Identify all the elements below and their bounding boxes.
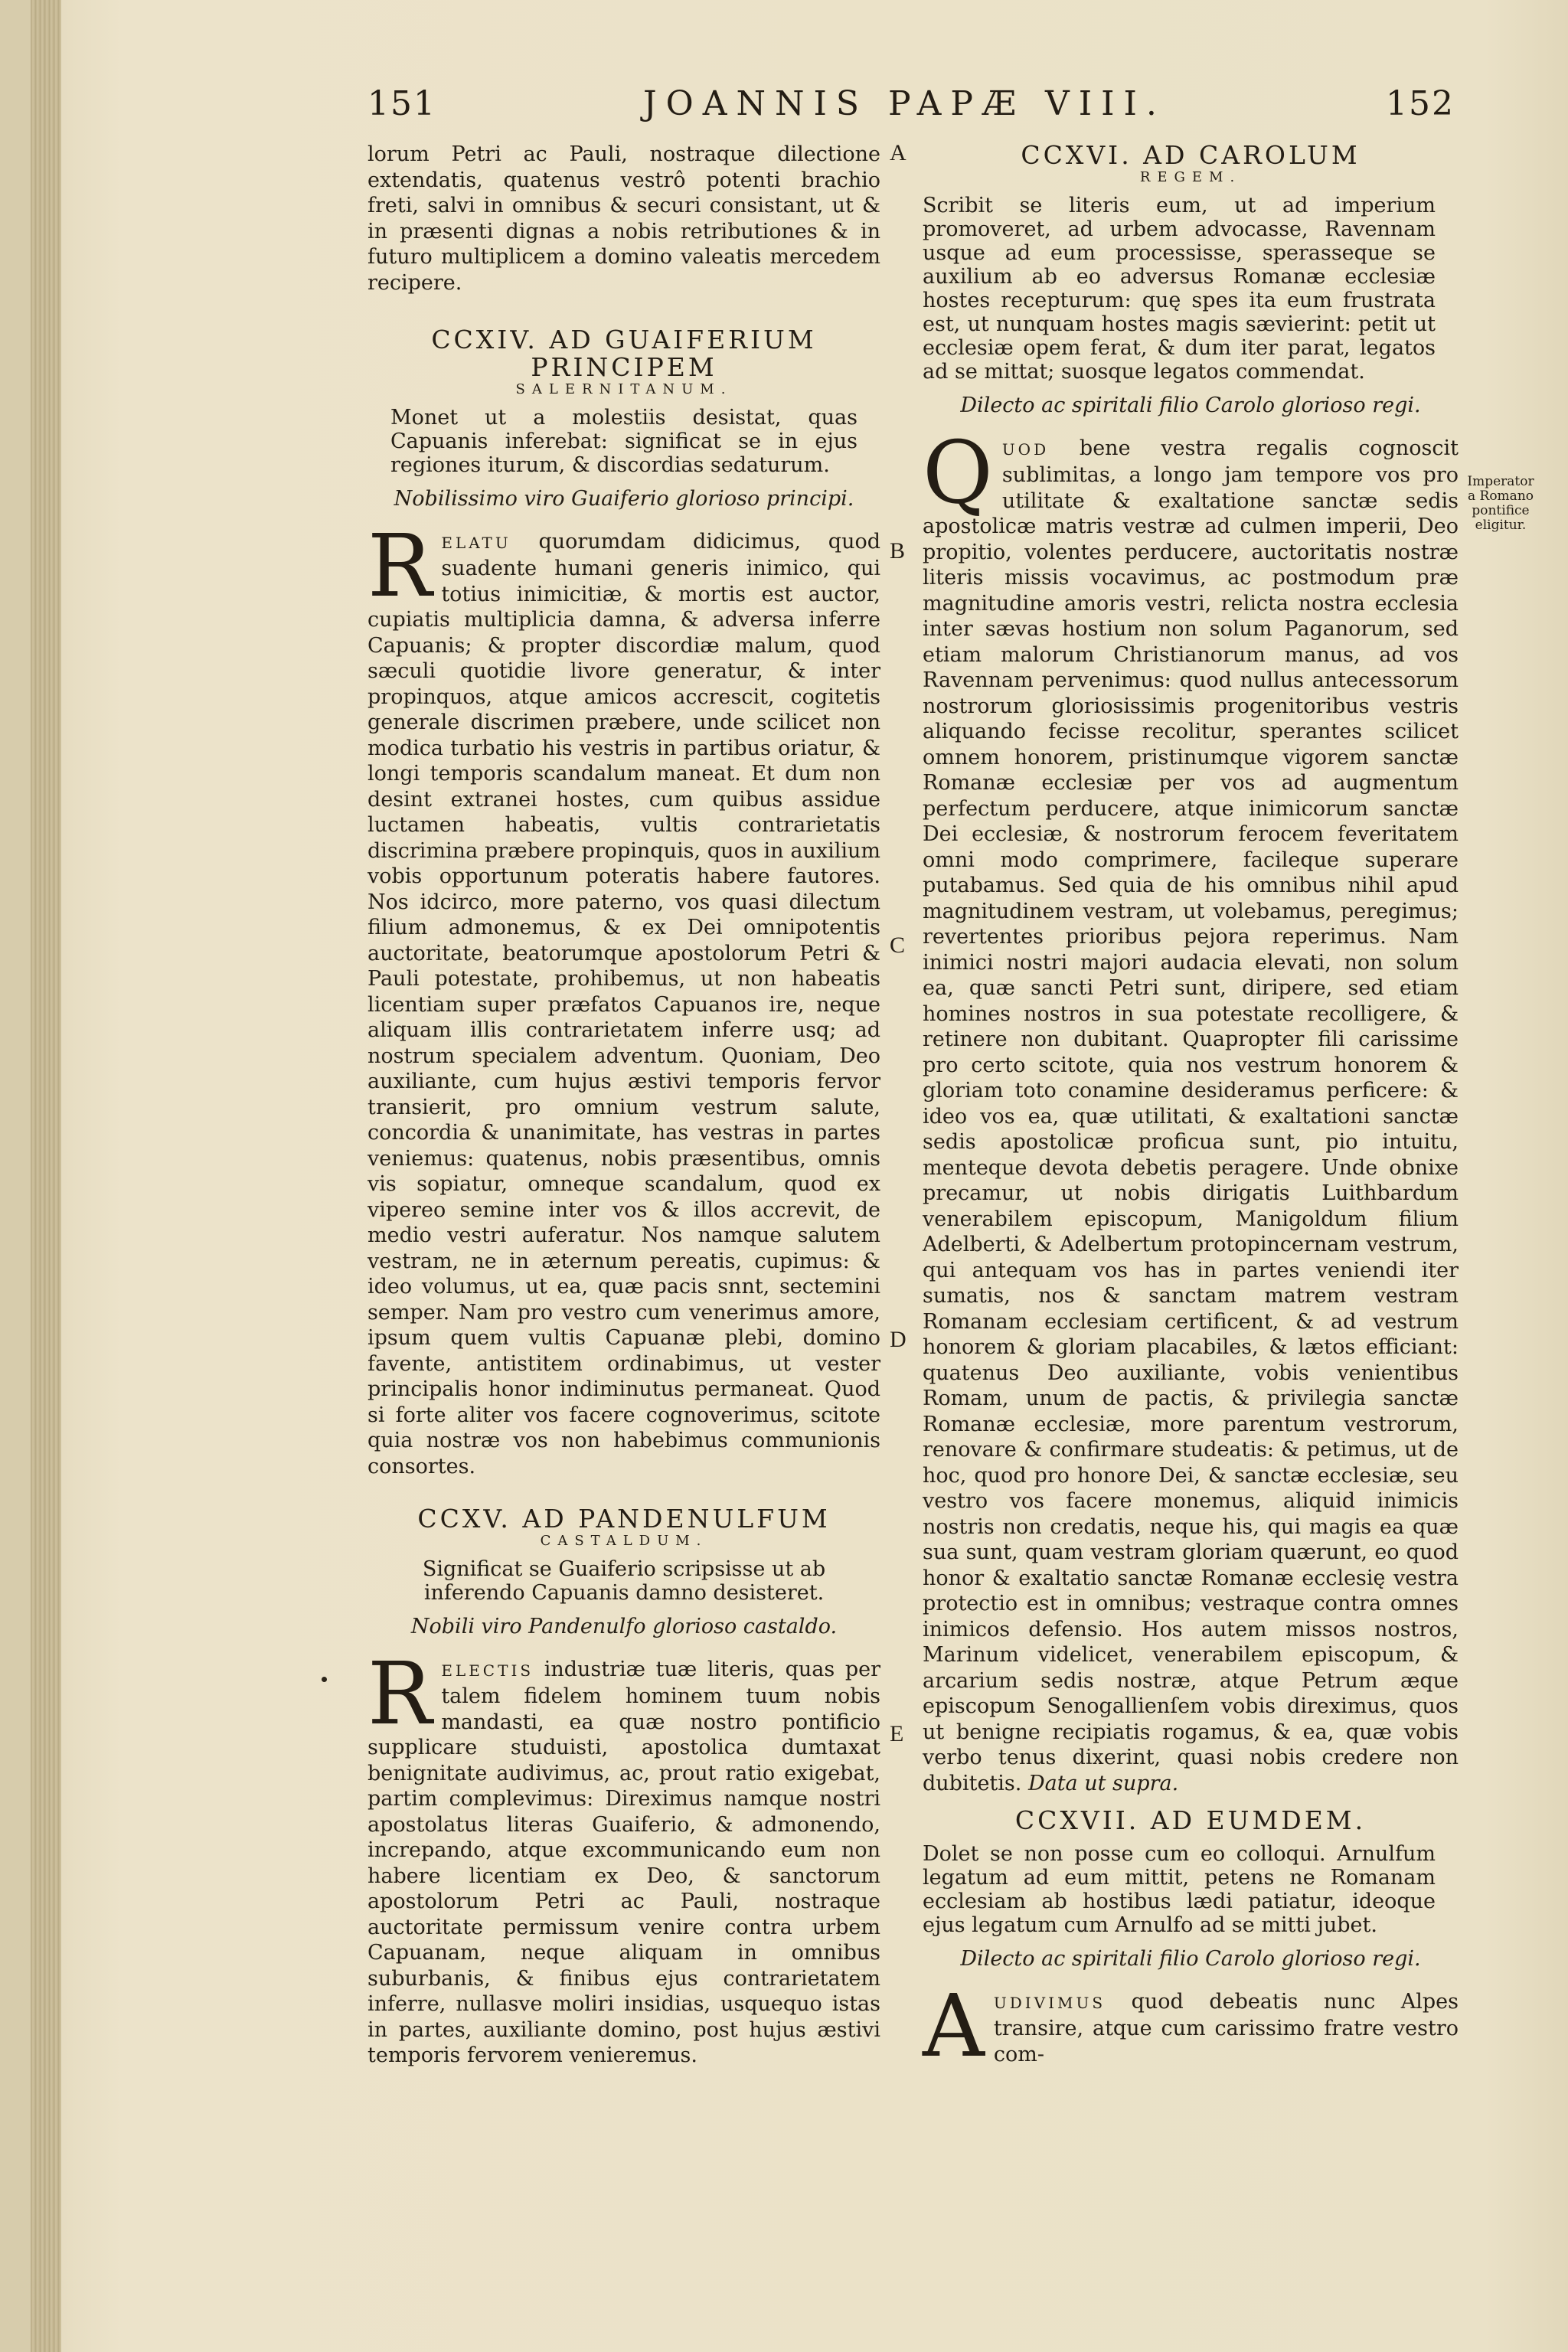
letter-216-subheading: REGEM. — [1139, 169, 1242, 185]
opening-paragraph: lorum Petri ac Pauli, nostraque dilectione extendatis, quatenus vestrô potenti brachio freti, salvi in omnibus & securi consistant, ut & in præsenti dignas a nobis retributiones & in futuro multiplicem a domino valeatis mercedem recipere. — [368, 142, 880, 295]
letter-216-text: bene vestra regalis cognoscit sublimitas, a longo jam tempore vos pro utilitate & exaltatione sanctæ sedis apostolicæ matris vestræ ad culmen imperii, Deo propitio, volentes perducere, auctoritatis nostræ literis missis vocavimus, ac postmodum præ magnitudine amoris vestri, relicta nostra ecclesia inter sævas hostium non solum Paganorum, sed etiam malorum Christianorum manus, ad vos Ravennam pervenimus: quod nullus antecessorum nostrorum gloriosissimis progenitoribus vestris aliquando fecisse recolitur, sperantes scilicet omnem honorem, pristinumque vigorem sanctæ Romanæ ecclesiæ per vos ad augmentum perfectum perducere, atque inimicorum sanctæ Dei ecclesiæ, & nostrorum ferocem feveritatem omni modo comprimere, facileque superare putabamus. Sed quia de his omnibus nihil apud magnitudinem vestram, ut volebamus, peregimus; revertentes prioribus pejora reperimus. Nam inimici nostri majori audacia elevati, non solum ea, quæ sancti Petri sunt, diripere, sed etiam homines nostros in sua potestate recolligere, & retinere non dubitant. Quapropter fili carissime pro certo scitote, quia nos vestrum honorem & gloriam toto conamine desideramus perficere: & ideo vos ea, quæ utilitati, & exaltationi sanctæ sedis apostolicæ proficua sunt, pio intuitu, menteque devota debetis peragere. Unde obnixe precamur, ut nobis dirigatis Luithbardum venerabilem episcopum, Manigoldum filium Adelberti, & Adelbertum protopincernam vestrum, qui antequam vos has in partes veniendi iter sumatis, nos & sanctam matrem vestram Romanam ecclesiam certificent, & ad vestrum honorem & gloriam placabiles, & lætos efficiant: quatenus Deo auxiliante, vobis venientibus Romam, unum de pactis, & privilegia sanctæ Romanæ ecclesiæ, more parentum vestrorum, renovare & confirmare studeatis: & petimus, ut de hoc, quod pro honore Dei, & sanctæ ecclesiæ, seu vestro vos facere monemus, aliquid inimicis nostris non credatis, neque his, qui magis ea quæ sua sunt, quam vestram gloriam quærunt, eo quod honor & exaltatio sanctæ Romanæ ecclesię vestra protectio est in omnibus; vestraque contra omnes inimicos defensio. Hos autem missos nostros, Marinum videlicet, venerabilem episcopum, & arcarium sedis nostræ, atque Petrum æque episcopum Senogallienſem vobis direximus, quos ut benigne recipiatis rogamus, & ea, quæ vobis verbo tenus dixerint, quasi nobis credere non dubitetis. — [923, 436, 1459, 1795]
letter-214-body — [368, 516, 880, 1480]
book-gutter — [31, 0, 61, 2352]
letter-215-heading: CCXV. AD PANDENULFUM — [417, 1504, 831, 1534]
right-page-number: 152 — [1386, 84, 1455, 123]
letter-214-subheading: SALERNITANUM. — [515, 381, 733, 397]
letter-217-heading: CCXVII. AD EUMDEM. — [1014, 1805, 1367, 1835]
letter-216-data-line: Data ut supra. — [1027, 1771, 1179, 1795]
letter-217-salutation: Dilecto ac spiritali filio Carolo glorioso regi. — [960, 1947, 1421, 1971]
margin-letter-e: E — [890, 1721, 904, 1746]
letter-216-body — [923, 423, 1459, 1797]
margin-note: Imperator a Romano pontifice eligitur. — [1467, 474, 1534, 533]
left-page-number: 151 — [368, 84, 436, 123]
letter-217-text: quod debeatis nunc Alpes transire, atque cum carissimo fratre vestro com- — [993, 1989, 1459, 2066]
ink-spot — [322, 1677, 327, 1682]
margin-letter-d: D — [890, 1327, 906, 1352]
letter-215-salutation: Nobili viro Pandenulfo glorioso castaldo. — [410, 1615, 838, 1638]
letter-214-heading: CCXIV. AD GUAIFERIUM PRINCIPEM — [431, 325, 817, 382]
dropcap: Q — [923, 423, 993, 523]
letter-217-body — [923, 1976, 1459, 2076]
letter-214-argument: Monet ut a molestiis desistat, quas Capuanis inferebat: significat se in ejus regiones iturum, & discordias sedaturum. — [390, 406, 858, 477]
book-page — [31, 0, 1568, 2352]
dropcap: R — [368, 1644, 433, 1744]
right-column — [923, 140, 1459, 2076]
left-column — [368, 142, 880, 2069]
running-title: JOANNIS PAPÆ VIII. — [643, 84, 1166, 123]
dropcap: A — [923, 1976, 985, 2076]
margin-letter-a: A — [890, 140, 906, 165]
letter-215-subheading: CASTALDUM. — [540, 1533, 708, 1549]
letter-215-body — [368, 1644, 880, 2069]
dropcap: R — [368, 516, 433, 616]
first-word: ELATU — [441, 533, 511, 552]
first-word: UDIVIMUS — [993, 1993, 1106, 2012]
letter-216-heading: CCXVI. AD CAROLUM — [1021, 140, 1361, 170]
letter-214-salutation: Nobilissimo viro Guaiferio glorioso principi. — [394, 487, 854, 511]
first-word: ELECTIS — [441, 1661, 534, 1680]
letter-215-argument: Significat se Guaiferio scripsisse ut ab inferendo Capuanis damno desisteret. — [422, 1557, 826, 1605]
letter-216-argument: Scribit se literis eum, ut ad imperium promoveret, ad urbem advocasse, Ravennam usque ad eum processisse, sperasseque se auxilium ab eo adversus Romanæ ecclesiæ hostes recepturum: quę spes ita eum frustrata est, ut nunquam hostes magis sævierint: petit ut ecclesiæ opem ferat, & dum iter parat, legatos ad se mittat; suosque legatos commendat. — [923, 194, 1436, 384]
margin-letter-b: B — [890, 538, 906, 564]
letter-217-argument: Dolet se non posse cum eo colloqui. Arnulfum legatum ad eum mittit, petens ne Romanam ecclesiam ab hostibus lædi patiatur, ideoque ejus legatum cum Arnulfo ad se mitti jubet. — [923, 1842, 1436, 1937]
letter-215-text: industriæ tuæ literis, quas per talem fidelem hominem tuum nobis mandasti, ea quæ nostro pontificio supplicare studuisti, apostolica dumtaxat benignitate audivimus, ac, prout ratio exigebat, partim complevimus: Direximus namque nostri apostolatus literas Guaiferio, & admonendo, increpando, atque excommunicando eum non habere licentiam ex Deo, & sanctorum apostolorum Petri ac Pauli, nostraque auctoritate permissum venire contra urbem Capuanam, neque aliquam in omnibus suburbanis, & finibus ejus contrarietatem inferre, nullasve moliri insidias, usquequo istas in partes, auxiliante domino, post hujus æstivi temporis fervorem venieremus. — [368, 1657, 880, 2067]
letter-214-text: quorumdam didicimus, quod suadente humani generis inimico, qui totius inimicitiæ, & mortis est auctor, cupiatis multiplicia damna, & adversa inferre Capuanis; & propter discordiæ malum, quod sæculi quotidie livore generatur, & inter propinquos, atque amicos accrescit, cogitetis generale discrimen præbere, unde scilicet non modica turbatio his vestris in partibus oriatur, & longi temporis scandalum maneat. Et dum non desint extranei hostes, cum quibus assidue luctamen habeatis, vultis contrarietatis discrimina præbere propinquis, quos in auxilium vobis opportunum poteratis habere fautores. Nos idcirco, more paterno, vos quasi dilectum filium admonemus, & ex Dei omnipotentis auctoritate, beatorumque apostolorum Petri & Pauli potestate, prohibemus, ut non habeatis licentiam super præfatos Capuanos ire, neque aliquam illis contrarietatem inferre usq; ad nostrum specialem adventum. Quoniam, Deo auxiliante, cum hujus æstivi temporis fervor transierit, pro omnium vestrum salute, concordia & unanimitate, has vestras in partes veniemus: quatenus, nobis præsentibus, omnis vis sopiatur, omneque scandalum, quod ex vipereo semine inter vos & illos accrevit, de medio vestri auferatur. Nos namque salutem vestram, ne in æternum pereatis, cupimus: & ideo volumus, ut ea, quæ pacis snnt, sectemini semper. Nam pro vestro cum venerimus amore, ipsum quem vultis Capuanæ plebi, domino favente, antistitem ordinabimus, ut vester principalis honor indiminutus permaneat. Quod si forte aliter vos facere cognoverimus, scitote quia nostræ vos non habebimus communionis consortes. — [368, 529, 880, 1478]
first-word: UOD — [1001, 439, 1050, 459]
running-header — [360, 84, 1455, 130]
margin-letter-c: C — [890, 933, 906, 958]
letter-216-salutation: Dilecto ac spiritali filio Carolo glorioso regi. — [960, 394, 1421, 417]
